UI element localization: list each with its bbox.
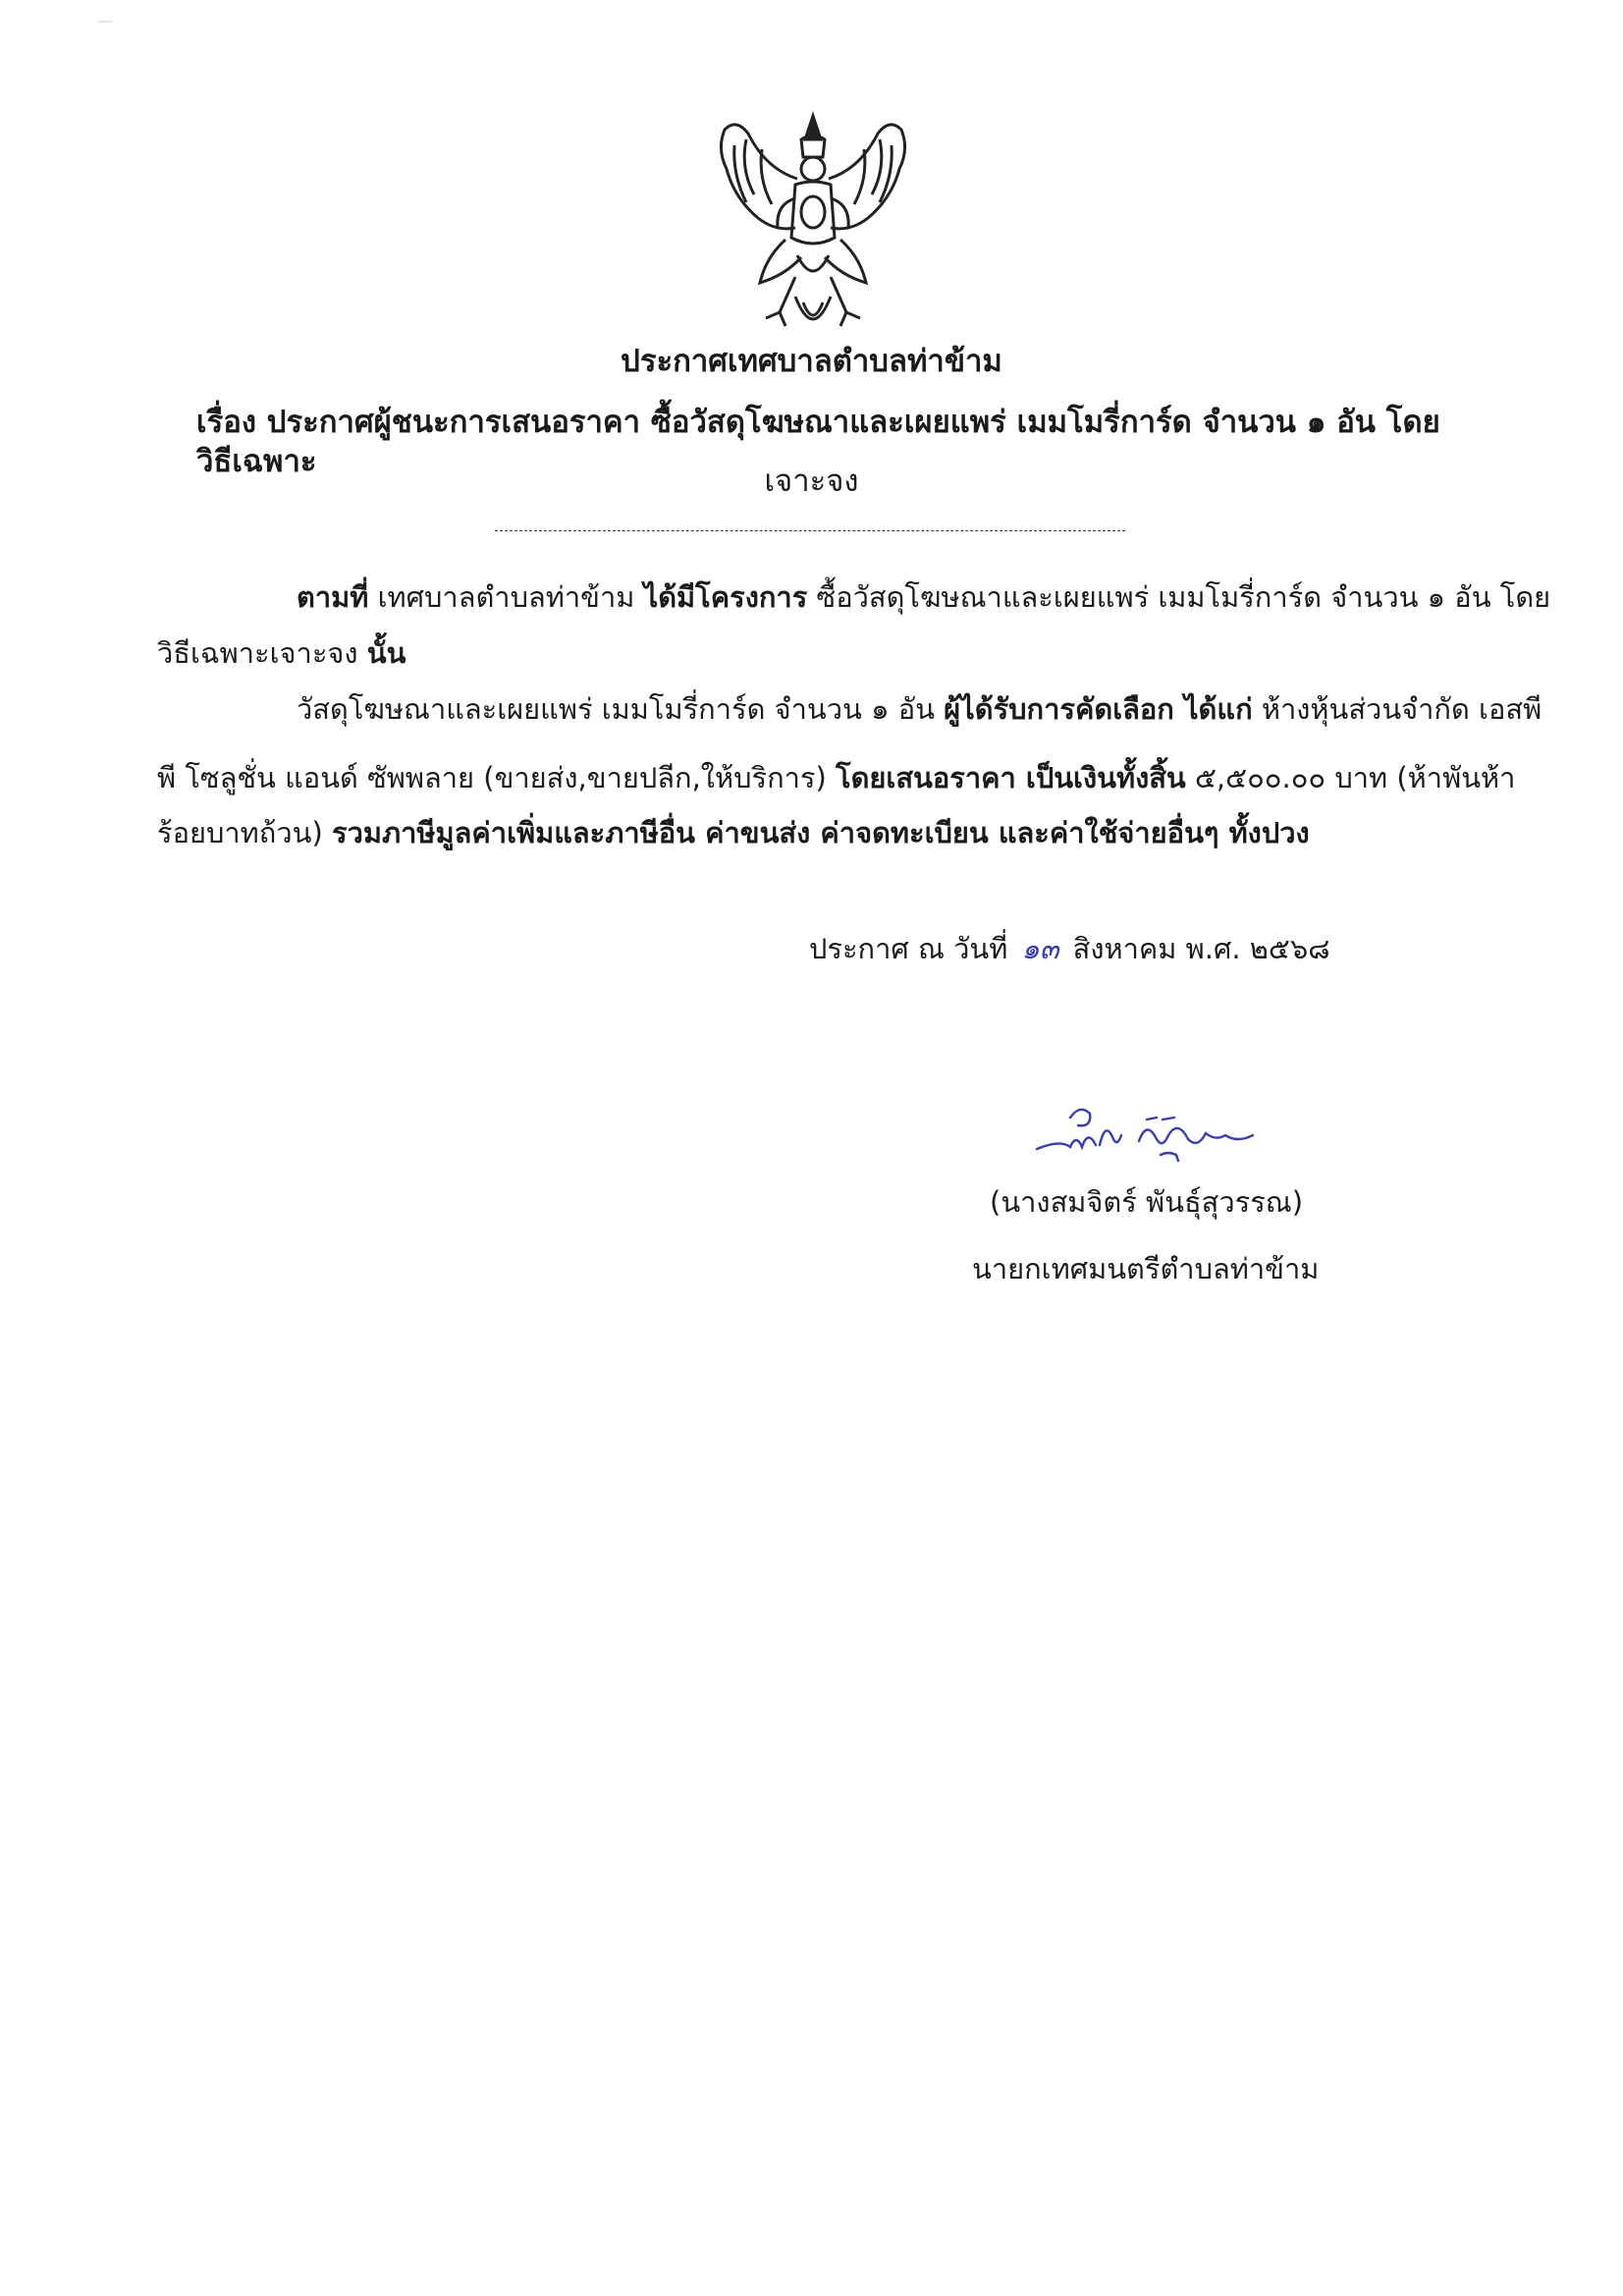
para2-line2 xyxy=(157,758,1515,797)
handwritten-signature xyxy=(1031,1090,1267,1169)
date-day: ๑๓ xyxy=(1021,932,1059,965)
signer-name: (นางสมจิตร์ พันธุ์สุวรรณ) xyxy=(990,1185,1304,1219)
para2-price: ๕,๕๐๐.๐๐ บาท (ห้าพันห้า xyxy=(1185,761,1516,794)
para2-line3 xyxy=(157,813,1310,852)
para1-line1 xyxy=(297,577,1550,617)
para1-line2 xyxy=(157,633,406,673)
date-month-year: สิงหาคม พ.ศ. ๒๕๖๘ xyxy=(1072,932,1330,965)
garuda-emblem-icon xyxy=(707,110,919,342)
para1-method: วิธีเฉพาะเจาะจง xyxy=(157,636,367,670)
subject-prefix: เรื่อง ประกาศผู้ชนะการเสนอราคา xyxy=(196,405,641,440)
para2-winner-cont: พี โซลูชั่น แอนด์ ซัพพลาย (ขายส่ง,ขายปลีก,ให้บริการ) xyxy=(157,761,837,794)
para1-org: เทศบาลตำบลท่าข้าม xyxy=(368,580,644,614)
para2-winner: ห้างหุ้นส่วนจำกัด เอสพี xyxy=(1252,692,1542,726)
issuer-title: ประกาศเทศบาลตำบลท่าข้าม xyxy=(621,344,1002,379)
para2-line1 xyxy=(297,689,1542,729)
scan-mark xyxy=(98,20,112,24)
subject-continuation: เจาะจง xyxy=(764,464,859,499)
signer-position: นายกเทศมนตรีตำบลท่าข้าม xyxy=(972,1252,1320,1285)
para2-item: วัสดุโฆษณาและเผยแพร่ เมมโมรี่การ์ด จำนวน ๑ อัน xyxy=(297,692,945,726)
para2-price-words: ร้อยบาทถ้วน) xyxy=(157,816,332,849)
para1-end: นั้น xyxy=(366,636,406,670)
para2-price-label: โดยเสนอราคา เป็นเงินทั้งสิ้น xyxy=(836,761,1186,794)
subject-item: ซื้อวัสดุโฆษณาและเผยแพร่ เมมโมรี่การ์ด จำนวน ๑ อัน โดยวิธีเฉพาะ xyxy=(196,405,1440,479)
para1-project-label: ได้มีโครงการ xyxy=(643,580,808,614)
para2-inclusions: รวมภาษีมูลค่าเพิ่มและภาษีอื่น ค่าขนส่ง ค่าจดทะเบียน และค่าใช้จ่ายอื่นๆ ทั้งปวง xyxy=(332,816,1310,849)
date-prefix: ประกาศ ณ วันที่ xyxy=(809,932,1008,965)
para1-lead: ตามที่ xyxy=(297,580,369,614)
divider xyxy=(495,530,1125,531)
announcement-date xyxy=(809,929,1330,968)
para2-winner-label: ผู้ได้รับการคัดเลือก ได้แก่ xyxy=(944,692,1253,726)
para1-project: ซื้อวัสดุโฆษณาและเผยแพร่ เมมโมรี่การ์ด จำนวน ๑ อัน โดย xyxy=(807,580,1551,614)
